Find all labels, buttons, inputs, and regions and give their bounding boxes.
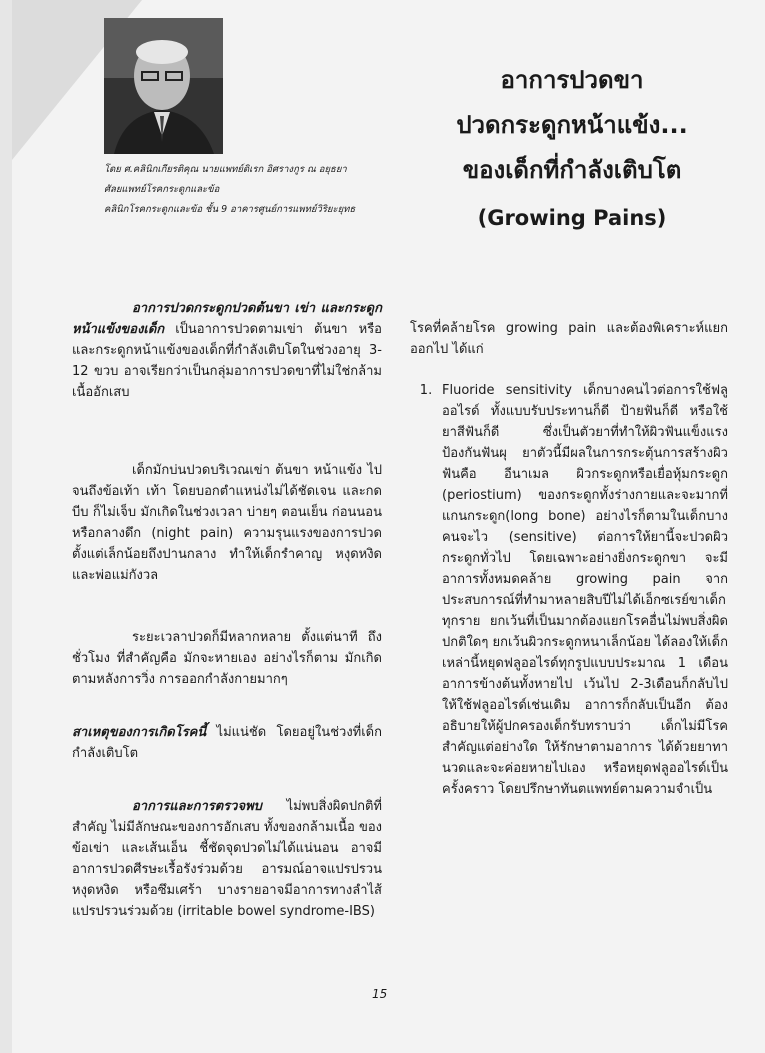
para-5-text: ไม่พบสิ่งผิดปกติที่สำคัญ ไม่มีลักษณะของการอักเสบ ทั้งของกล้ามเนื้อ ของข้อเข่า และเส้นเอ็น ชี้ชัดจุดปวดไม่ได้แน่นอน อาจมีอาการปวดศีรษะเรื้อรังร่วมด้วย อารมณ์อาจแปรปรวน หงุดหงิด หรือซึมเศร้า บางรายอาจมีอาการทางลำไส้แปรปรวนร่วมด้วย (irritable bowel syndrome-IBS) [72,799,382,919]
para-4-lead: สาเหตุของการเกิดโรคนี้ [72,725,207,740]
list-item-text: Fluoride sensitivity เด็กบางคนไวต่อการใช้ฟลูออไรด์ ทั้งแบบรับประทานก็ดี ป้ายฟันก็ดี หรือใช้ยาสีฟันก็ดี ซึ่งเป็นตัวยาที่ทำให้ผิวฟันแข็งแรง ป้องกันฟันผุ ยาตัวนี้มีผลในการกระตุ้นการสร้างผิวฟันคือ อีนาเมล ผิวกระดูกหรือเยื่อหุ้มกระดูก (periostium) ของกระดูกทั้งร่างกายและจะมากที่แกนกระดูก(long bone) อย่างไรก็ตามในเด็กบางคนจะไว (sensitive) ต่อการให้ยานี้จะปวดผิวกระดูกทั่วไป โดยเฉพาะอย่างยิ่งกระดูกขา จะมีอาการทั้งหมดคล้าย growing pain จากประสบการณ์ที่ทำมาหลายสิบปีไม่ได้เอ็กซเรย์ขาเด็กทุกราย ยกเว้นที่เป็นมากต้องแยกโรคอื่นไม่พบสิ่งผิดปกติใดๆ ยกเว้นผิวกระดูกหนาเล็กน้อย ได้ลองให้เด็กเหล่านี้หยุดฟลูออไรด์ทุกรูปแบบประมาณ 1 เดือนอาการข้างต้นทั้งหายไป เว้นไป 2-3เดือนก็กลับไปให้ใช้ฟลูออไรด์เช่นเดิม อาการก็กลับเป็นอีก ต้องอธิบายให้ผู้ปกครองเด็กรับทราบว่า เด็กไม่มีโรคสำคัญแต่อย่างใด ให้รักษาตามอาการ ได้ด้วยยาทานวดและจะค่อยหายไปเอง หรือหยุดฟลูออไรด์เป็นครั้งคราว โดยปรึกษาทันตแพทย์ตามความจำเป็น [442,383,728,797]
page-number: 15 [372,987,388,1001]
para-5-lead: อาการและการตรวจพบ [132,799,262,814]
para-4-text: ไม่แน่ชัด โดยอยู่ในช่วงที่เด็กกำลังเติบโต [72,725,382,761]
title-english: (Growing Pains) [477,206,667,230]
list-item-number: 1. [419,383,433,398]
left-para-3 [72,627,382,690]
document-page [12,0,765,1053]
left-para-4 [72,722,382,764]
byline-role: ศัลยแพทย์โรคกระดูกและข้อ [104,184,220,195]
byline-clinic: คลินิกโรคกระดูกและข้อ ชั้น 9 อาคารศูนย์การแพทย์วิริยะยุทธ [104,204,356,215]
author-photo [104,18,223,154]
title-line-3: ของเด็กที่กำลังเติบโต [462,156,682,184]
left-para-2 [72,460,382,586]
title-line-2: ปวดกระดูกหน้าแข้ง... [456,111,688,139]
para-1-text: เป็นอาการปวดตามเข่า ต้นขา หรือและกระดูกหน้าแข้งของเด็กที่กำลังเติบโตในช่วงอายุ 3-12 ขวบ อาจเรียกว่าเป็นกลุ่มอาการปวดขาที่ไม่ใช่กล้ามเนื้ออักเสบ [72,322,382,400]
para-2-text: เด็กมักบ่นปวดบริเวณเข่า ต้นขา หน้าแข้ง ไปจนถึงข้อเท้า เท้า โดยบอกตำแหน่งไม่ได้ชัดเจน และกด บีบ ก็ไม่เจ็บ มักเกิดในช่วงเวลา บ่ายๆ ตอนเย็น ก่อนนอนหรือกลางดึก (night pain) ความรุนแรงของการปวด ตั้งแต่เล็กน้อยถึงปานกลาง ทำให้เด็กรำคาญ หงุดหงิด และพ่อแม่กังวล [72,463,382,583]
left-para-5 [72,796,382,922]
title-line-1: อาการปวดขา [500,66,644,94]
article-title [432,58,712,243]
byline-author: โดย ศ.คลินิกเกียรติคุณ นายแพทย์ดิเรก อิศรางกูร ณ อยุธยา [104,164,347,175]
list-item [410,380,728,800]
right-intro: โรคที่คล้ายโรค growing pain และต้องพิเคราะห์แยกออกไป ได้แก่ [410,321,728,357]
para-1-lead: อาการปวดกระดูกปวดต้นขา เข่า และกระดูกหน้าแข้งของเด็ก [72,301,382,337]
author-byline [104,160,404,220]
para-3-text: ระยะเวลาปวดก็มีหลากหลาย ตั้งแต่นาที ถึงชั่วโมง ที่สำคัญคือ มักจะหายเอง อย่างไรก็ตาม มักเกิดตามหลังการวิ่ง การออกกำลังกายมากๆ [72,630,382,687]
left-para-1 [72,298,382,403]
right-column [410,318,728,800]
